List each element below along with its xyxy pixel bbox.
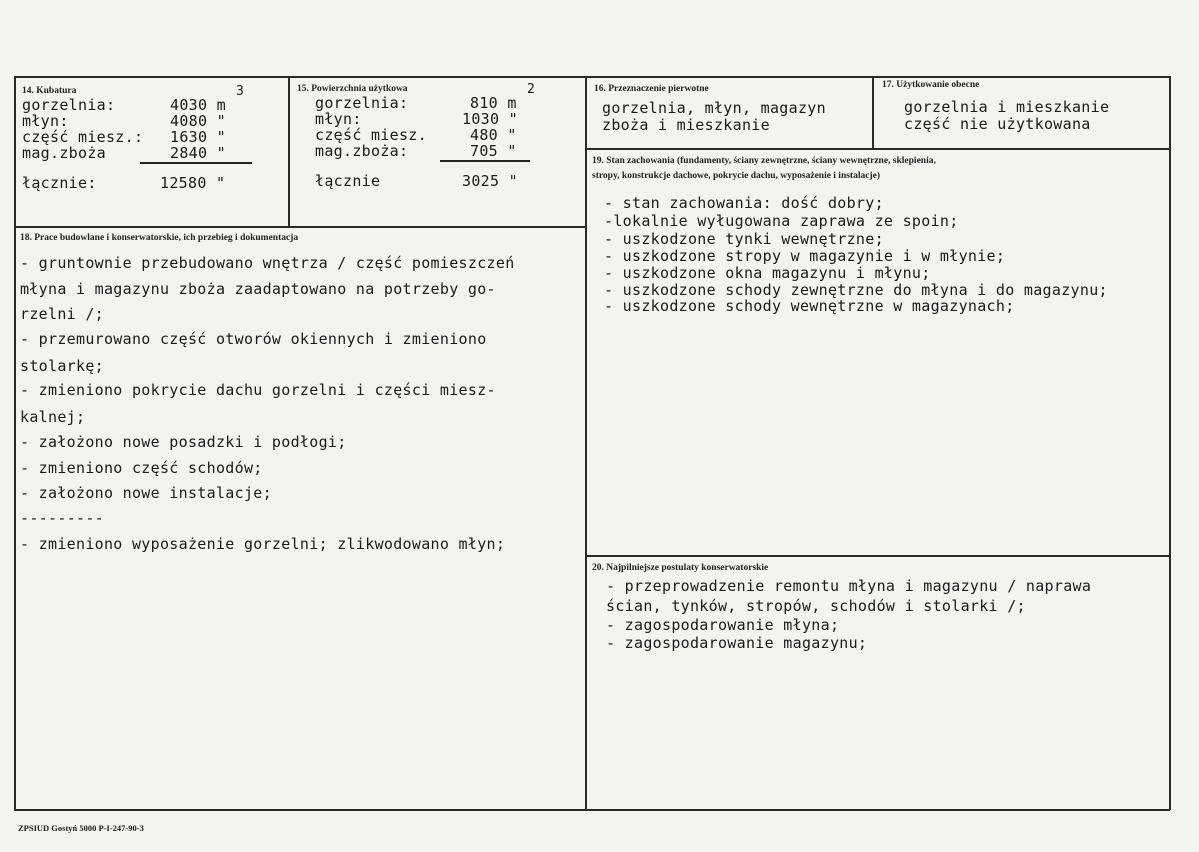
postulaty-line: ścian, tynków, stropów, schodów i stolarki /; bbox=[606, 597, 1026, 615]
powierzchnia-label: mag.zboża: bbox=[315, 142, 409, 160]
kubatura-total-value: 12580 " bbox=[160, 174, 226, 192]
stan-line: - uszkodzone okna magazynu i młynu; bbox=[604, 264, 931, 282]
divider-16-17 bbox=[872, 76, 874, 148]
section-15-header: 15. Powierzchnia użytkowa bbox=[297, 84, 408, 94]
stan-line: - uszkodzone stropy w magazynie i w młynie; bbox=[604, 247, 1006, 265]
powierzchnia-sum-line bbox=[440, 160, 530, 162]
stan-line: - uszkodzone schody zewnętrzne do młyna i do magazynu; bbox=[604, 281, 1108, 299]
prace-line: - założono nowe instalacje; bbox=[20, 484, 272, 502]
kubatura-value: 1630 " bbox=[170, 128, 226, 146]
kubatura-sum-line bbox=[140, 162, 252, 164]
prace-line: --------- bbox=[20, 509, 104, 527]
stan-line: - stan zachowania: dość dobry; bbox=[604, 194, 884, 212]
stan-line: - uszkodzone tynki wewnętrzne; bbox=[604, 230, 884, 248]
przeznaczenie-line: zboża i mieszkanie bbox=[602, 116, 770, 134]
prace-line: młyna i magazynu zboża zaadaptowano na potrzeby go- bbox=[20, 280, 496, 298]
frame-left bbox=[14, 76, 16, 810]
powierzchnia-total-label: łącznie bbox=[315, 172, 381, 190]
uzytkowanie-line: gorzelnia i mieszkanie bbox=[904, 98, 1110, 116]
powierzchnia-value: 810 m bbox=[470, 94, 517, 112]
frame-bottom bbox=[14, 809, 1170, 811]
prace-line: - gruntownie przebudowano wnętrza / część pomieszczeń bbox=[20, 254, 515, 272]
kubatura-value: 4030 m bbox=[170, 96, 226, 114]
kubatura-value: 2840 " bbox=[170, 144, 226, 162]
section-14-header: 14. Kubatura bbox=[22, 86, 77, 96]
section-17-header: 17. Użytkowanie obecne bbox=[882, 80, 980, 90]
postulaty-line: - przeprowadzenie remontu młyna i magazynu / naprawa bbox=[606, 577, 1092, 595]
kubatura-unit-sup: 3 bbox=[236, 84, 244, 99]
stan-line: - uszkodzone schody wewnętrzne w magazynach; bbox=[604, 297, 1015, 315]
kubatura-label: mag.zboża bbox=[22, 144, 106, 162]
print-footer: ZPSIUD Gostyń 5000 P-I-247-90-3 bbox=[18, 823, 144, 833]
prace-line: kalnej; bbox=[20, 408, 86, 426]
hline-right-top bbox=[585, 148, 1170, 150]
hline-left-top bbox=[14, 226, 586, 228]
kubatura-value: 4080 " bbox=[170, 112, 226, 130]
powierzchnia-value: 480 " bbox=[470, 126, 517, 144]
prace-line: - zmieniono pokrycie dachu gorzelni i części miesz- bbox=[20, 381, 496, 399]
powierzchnia-label: gorzelnia: bbox=[315, 94, 409, 112]
prace-line: stolarkę; bbox=[20, 357, 104, 375]
kubatura-label: gorzelnia: bbox=[22, 96, 116, 114]
section-19-header: 19. Stan zachowania (fundamenty, ściany zewnętrzne, ściany wewnętrzne, sklepienia, bbox=[592, 156, 936, 166]
kubatura-total-label: łącznie: bbox=[22, 174, 97, 192]
stan-line: -lokalnie wyługowana zaprawa ze spoin; bbox=[604, 212, 959, 230]
powierzchnia-unit-sup: 2 bbox=[527, 82, 535, 97]
powierzchnia-label: część miesz. bbox=[315, 126, 427, 144]
postulaty-line: - zagospodarowanie młyna; bbox=[606, 616, 840, 634]
powierzchnia-value: 1030 " bbox=[462, 110, 518, 128]
powierzchnia-label: młyn: bbox=[315, 110, 362, 128]
hline-right-mid bbox=[585, 555, 1170, 557]
section-19-header-cont: stropy, konstrukcje dachowe, pokrycie dachu, wyposażenie i instalacje) bbox=[592, 171, 880, 181]
powierzchnia-value: 705 " bbox=[470, 142, 517, 160]
frame-right bbox=[1169, 76, 1171, 810]
prace-line: rzelni /; bbox=[20, 305, 104, 323]
powierzchnia-total-value: 3025 " bbox=[462, 172, 518, 190]
prace-line: - zmieniono część schodów; bbox=[20, 459, 263, 477]
kubatura-label: młyn: bbox=[22, 112, 69, 130]
frame-top bbox=[14, 76, 1170, 78]
postulaty-line: - zagospodarowanie magazynu; bbox=[606, 634, 868, 652]
divider-left-right bbox=[585, 76, 587, 810]
uzytkowanie-line: część nie użytkowana bbox=[904, 115, 1091, 133]
prace-line: - zmieniono wyposażenie gorzelni; zlikwodowano młyn; bbox=[20, 535, 506, 553]
prace-line: - przemurowano część otworów okiennych i zmieniono bbox=[20, 330, 487, 348]
przeznaczenie-line: gorzelnia, młyn, magazyn bbox=[602, 99, 826, 117]
divider-14-15 bbox=[288, 76, 290, 226]
kubatura-label: część miesz.: bbox=[22, 128, 144, 146]
section-20-header: 20. Najpilniejsze postulaty konserwatorskie bbox=[592, 563, 769, 573]
section-18-header: 18. Prace budowlane i konserwatorskie, ich przebieg i dokumentacja bbox=[20, 233, 299, 243]
section-16-header: 16. Przeznaczenie pierwotne bbox=[594, 84, 709, 94]
prace-line: - założono nowe posadzki i podłogi; bbox=[20, 433, 347, 451]
